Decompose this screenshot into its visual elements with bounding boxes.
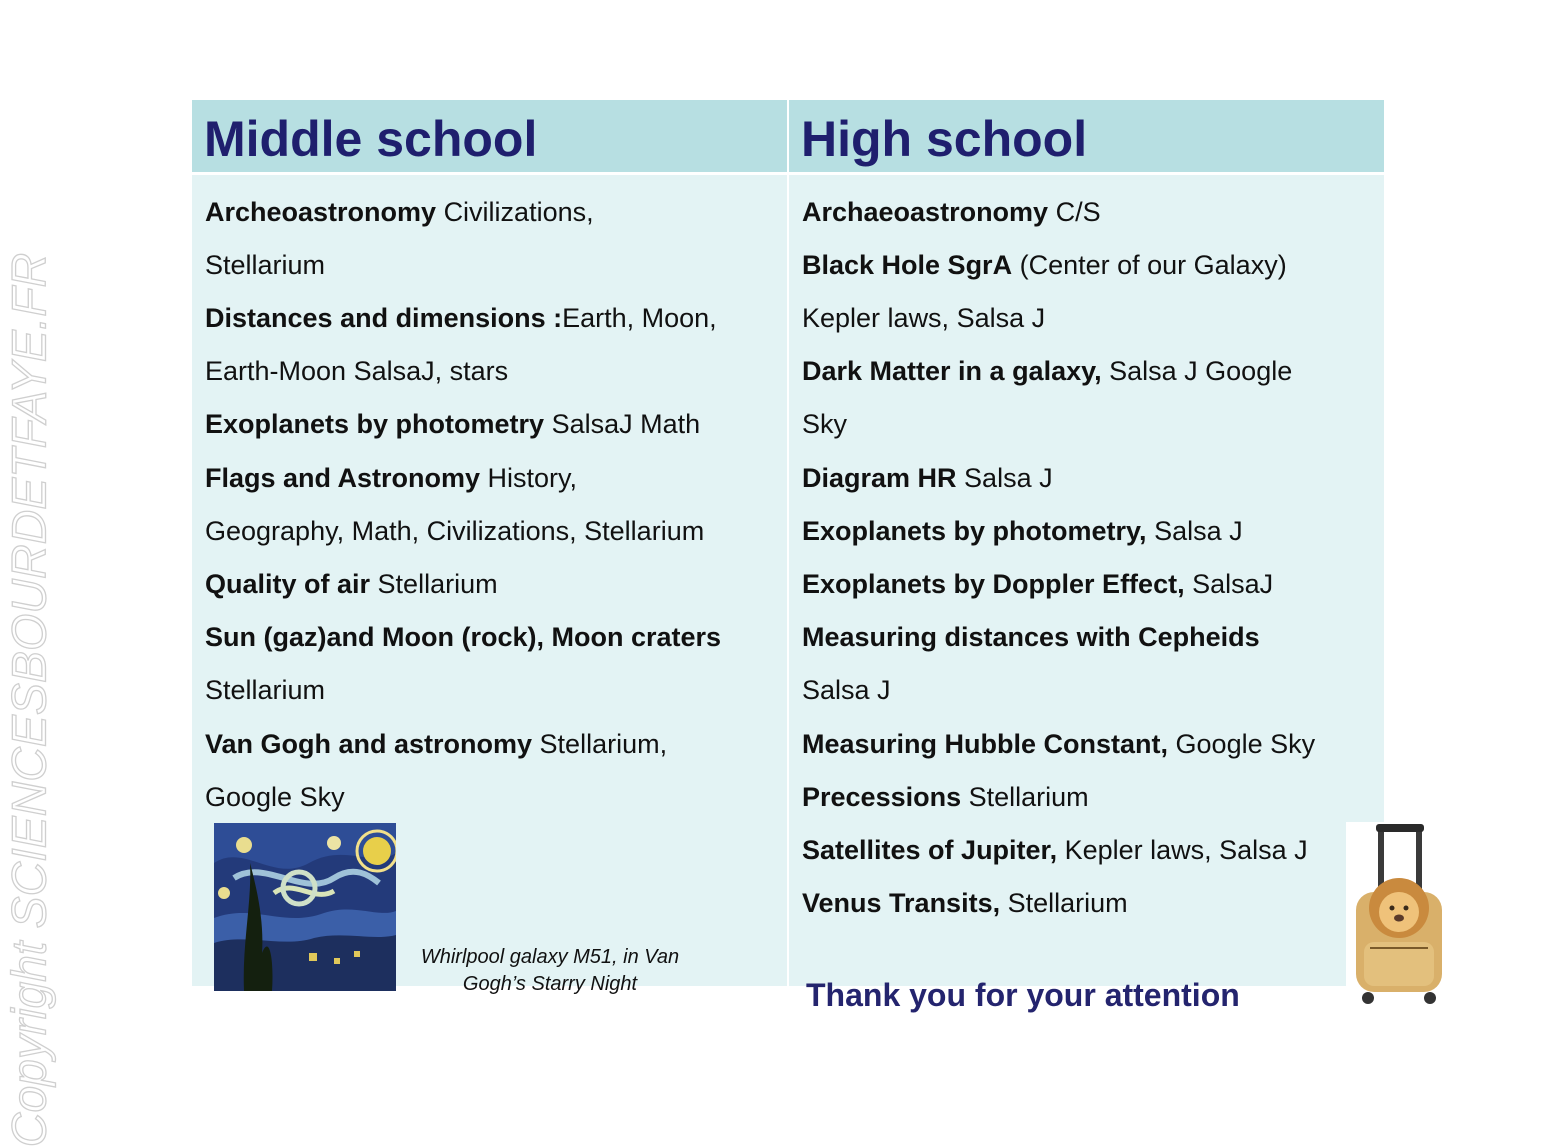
middle-line-9: Sun (gaz)and Moon (rock), Moon craters (205, 622, 722, 652)
high-line-3: Kepler laws, Salsa J (802, 303, 1046, 333)
starry-night-painting (214, 823, 396, 991)
high-line-10: Salsa J (802, 675, 891, 705)
high-line-6: Diagram HR Salsa J (802, 463, 1053, 493)
middle-line-3: Distances and dimensions :Earth, Moon, (205, 303, 717, 333)
middle-school-header: Middle school (192, 100, 787, 172)
caption-line-2: Gogh’s Starry Night (462, 973, 638, 995)
high-line-14: Venus Transits, Stellarium (802, 888, 1128, 918)
middle-line-2: Stellarium (205, 250, 326, 280)
middle-line-12: Google Sky (205, 782, 345, 812)
painting-caption (410, 944, 690, 998)
high-line-7: Exoplanets by photometry, Salsa J (802, 516, 1243, 546)
high-line-8: Exoplanets by Doppler Effect, SalsaJ (802, 569, 1274, 599)
middle-line-5: Exoplanets by photometry SalsaJ Math (205, 409, 701, 439)
high-line-12: Precessions Stellarium (802, 782, 1089, 812)
high-line-2: Black Hole SgrA (Center of our Galaxy) (802, 250, 1287, 280)
middle-line-6: Flags and Astronomy History, (205, 463, 578, 493)
caption-line-1: Whirlpool galaxy M51, in Van (420, 946, 680, 968)
middle-line-8: Quality of air Stellarium (205, 569, 498, 599)
high-line-4: Dark Matter in a galaxy, Salsa J Google (802, 356, 1293, 386)
high-line-1: Archaeoastronomy C/S (802, 197, 1101, 227)
high-line-9: Measuring distances with Cepheids (802, 622, 1260, 652)
middle-line-11: Van Gogh and astronomy Stellarium, (205, 729, 668, 759)
high-school-header: High school (789, 100, 1384, 172)
high-line-13: Satellites of Jupiter, Kepler laws, Salsa J (802, 835, 1308, 865)
high-line-11: Measuring Hubble Constant, Google Sky (802, 729, 1316, 759)
middle-line-7: Geography, Math, Civilizations, Stellarium (205, 516, 705, 546)
lion-suitcase-illustration (1346, 822, 1450, 1010)
copyright-watermark: Copyright SCIENCESBOURDETFAYE.FR (3, 252, 57, 1147)
high-line-5: Sky (802, 409, 848, 439)
thank-you-text: Thank you for your attention (806, 977, 1240, 1013)
middle-line-4: Earth-Moon SalsaJ, stars (205, 356, 509, 386)
middle-line-10: Stellarium (205, 675, 326, 705)
middle-line-1: Archeoastronomy Civilizations, (205, 197, 594, 227)
